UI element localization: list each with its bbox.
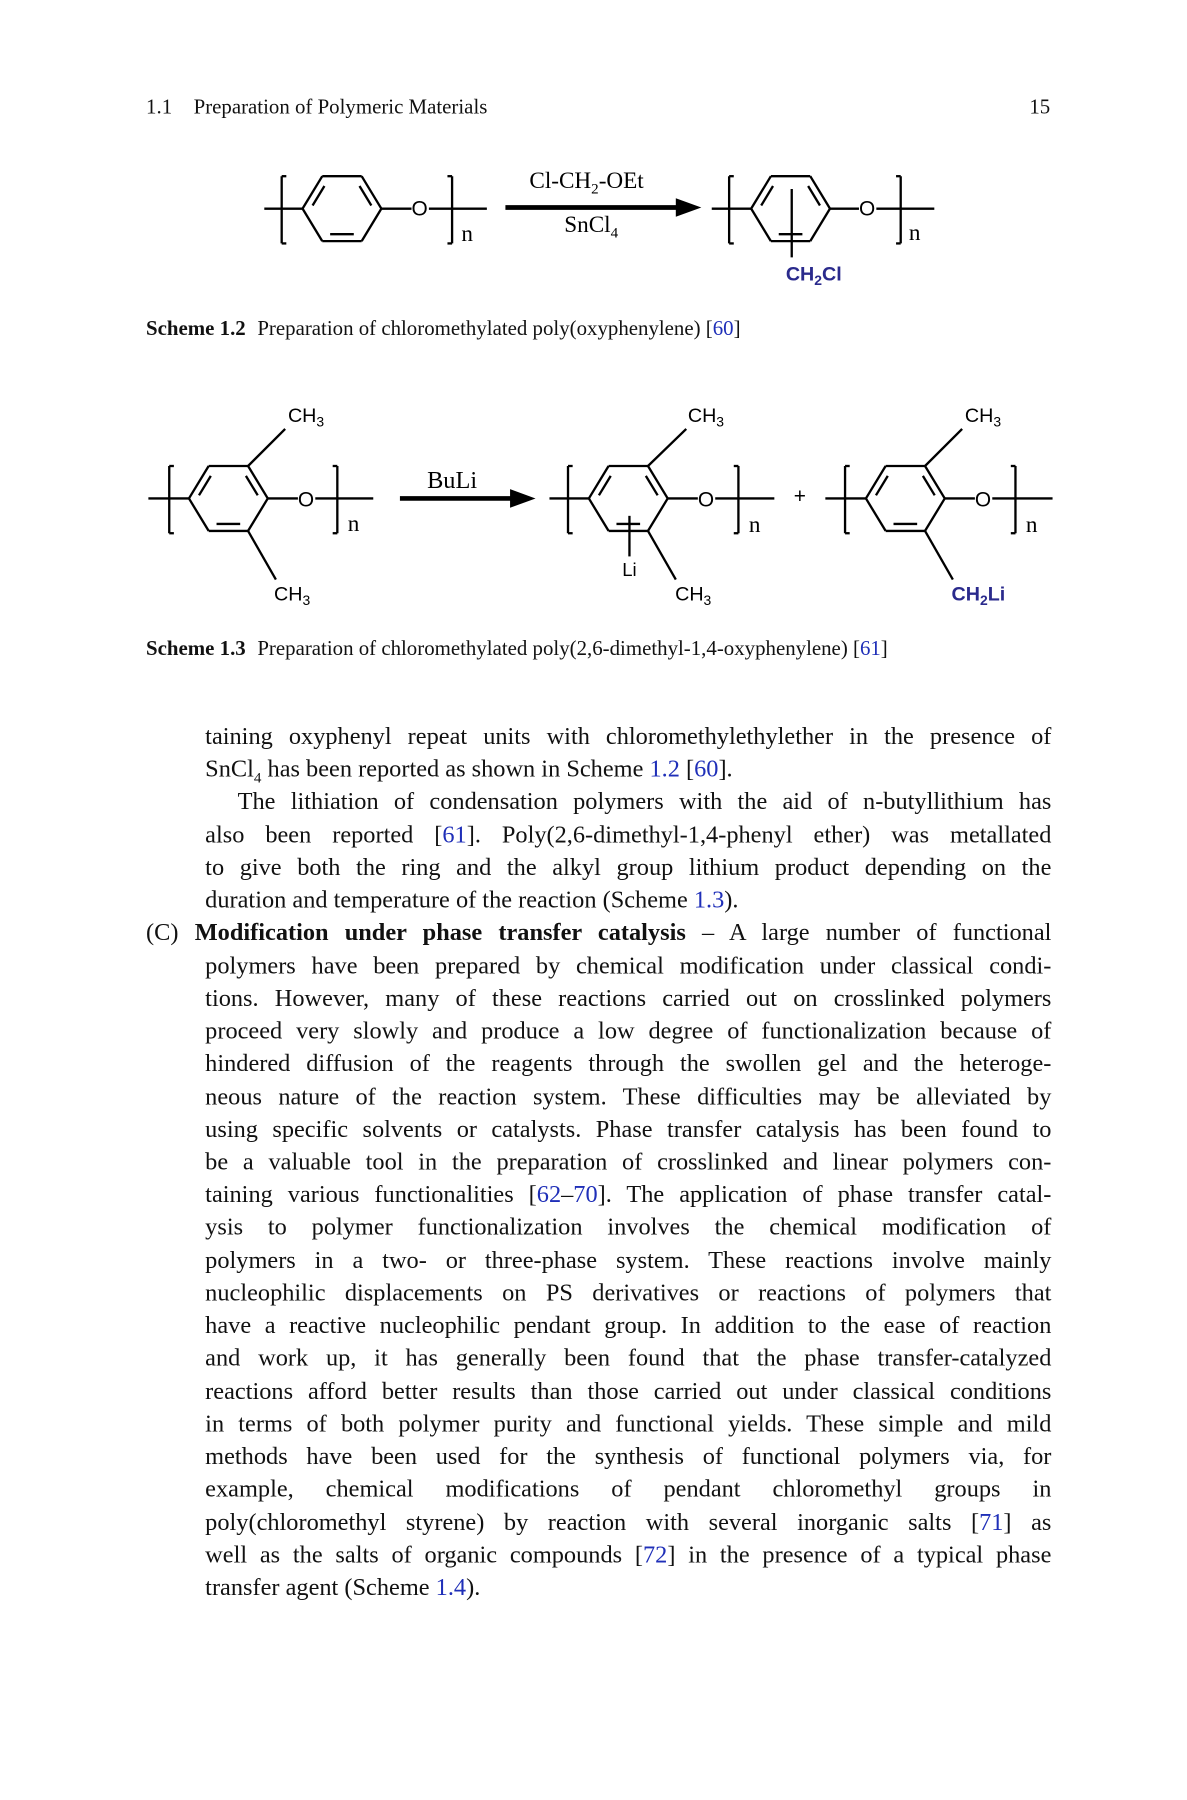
benzene-ring-bond bbox=[751, 209, 771, 241]
benzene-ring-bond bbox=[925, 498, 945, 530]
citation-link[interactable]: 60 bbox=[712, 316, 734, 340]
text-run: tions. However, many of these reactions carried out on crosslinked polymers bbox=[205, 983, 1052, 1012]
text-run: transfer agent (Scheme bbox=[205, 1572, 436, 1601]
text-line bbox=[205, 1014, 1051, 1046]
benzene-ring-bond bbox=[248, 498, 268, 530]
oxygen-label: O bbox=[297, 488, 315, 512]
text-run: ] in the presence of a typical phase bbox=[667, 1540, 1052, 1569]
text-run: in terms of both polymer purity and functional yields. These simple and mild bbox=[205, 1409, 1052, 1438]
text-run: polymers in a two- or three-phase system. These reactions involve mainly bbox=[205, 1245, 1052, 1274]
subscript: 4 bbox=[253, 769, 262, 787]
caption-text: Preparation of chloromethylated poly(oxyphenylene) [ bbox=[257, 316, 713, 340]
run-in-heading: Modification under phase transfer catalysis bbox=[194, 918, 686, 947]
text-run: polymers have been prepared by chemical modification under classical condi- bbox=[205, 951, 1052, 980]
text-run: neous nature of the reaction system. These difficulties may be alleviated by bbox=[205, 1082, 1052, 1110]
substituent-ch2cl: $CH_2Cl$ bbox=[785, 263, 842, 289]
text-line bbox=[205, 1145, 1051, 1177]
text-run: be a valuable tool in the preparation of crosslinked and linear polymers con- bbox=[205, 1147, 1052, 1176]
lithium-label: Li bbox=[622, 559, 637, 581]
text-run: poly(chloromethyl styrene) by reaction with several inorganic salts [ bbox=[205, 1507, 980, 1536]
text-line bbox=[205, 1047, 1051, 1079]
benzene-ring-bond bbox=[303, 209, 323, 241]
bond-line bbox=[648, 531, 676, 580]
bond-line bbox=[925, 429, 962, 466]
text-line bbox=[205, 982, 1051, 1014]
text-run: – bbox=[561, 1180, 574, 1209]
text-line bbox=[205, 1243, 1051, 1275]
text-run: duration and temperature of the reaction (Scheme bbox=[205, 885, 694, 914]
text-run: ). bbox=[466, 1572, 481, 1601]
text-run: The lithiation of condensation polymers with the aid of n-butyllithium has bbox=[237, 787, 1052, 816]
text-line bbox=[205, 1309, 1051, 1341]
bond-line bbox=[248, 429, 285, 466]
text-line bbox=[205, 851, 1051, 883]
benzene-ring-bond bbox=[648, 498, 668, 530]
benzene-ring-bond bbox=[589, 498, 609, 530]
text-run: (C) bbox=[146, 918, 195, 947]
text-line bbox=[205, 1505, 1051, 1537]
text-line bbox=[205, 1342, 1051, 1374]
benzene-ring-bond bbox=[189, 498, 209, 530]
scheme-1-2-caption bbox=[146, 316, 741, 340]
citation-link[interactable]: 62 bbox=[536, 1180, 562, 1209]
text-line bbox=[205, 720, 1051, 752]
citation-link[interactable]: 61 bbox=[859, 636, 881, 660]
text-run: taining various functionalities [ bbox=[205, 1180, 537, 1209]
oxygen-label: O bbox=[974, 488, 992, 512]
text-line bbox=[205, 1211, 1051, 1243]
text-run: ]. bbox=[718, 754, 733, 783]
text-line bbox=[205, 1538, 1051, 1570]
text-line bbox=[205, 1440, 1051, 1472]
text-run: and work up, it has generally been found that the phase transfer-catalyzed bbox=[205, 1343, 1052, 1372]
methyl-label: $CH_3$ bbox=[274, 583, 311, 609]
citation-link[interactable]: 71 bbox=[979, 1507, 1004, 1536]
repeat-n: n bbox=[1025, 512, 1038, 539]
benzene-ring-bond bbox=[362, 209, 382, 241]
scheme-1-3-caption bbox=[146, 636, 888, 660]
repeat-n: n bbox=[908, 219, 921, 246]
section-number: 1.1 bbox=[146, 95, 173, 119]
text-run: nucleophilic displacements on PS derivatives or reactions of polymers that bbox=[205, 1278, 1052, 1307]
text-run: example, chemical modifications of pendant chloromethyl groups in bbox=[205, 1474, 1052, 1503]
citation-link[interactable]: 1.4 bbox=[435, 1572, 467, 1601]
text-run: also been reported [ bbox=[205, 820, 443, 849]
text-run: well as the salts of organic compounds [ bbox=[205, 1540, 643, 1569]
page-number: 15 bbox=[1029, 95, 1051, 119]
text-run: has been reported as shown in Scheme bbox=[261, 754, 650, 783]
methyl-label: $CH_3$ bbox=[964, 404, 1002, 430]
caption-end: ] bbox=[880, 636, 888, 660]
substituent-ch2li: $CH_2Li$ bbox=[951, 583, 1006, 609]
methyl-labels bbox=[274, 405, 1001, 608]
text-run: using specific solvents or catalysts. Phase transfer catalysis has been found to bbox=[205, 1114, 1052, 1143]
bond-line bbox=[248, 531, 276, 580]
scheme-1-3-reagent: BuLi bbox=[427, 467, 478, 495]
citation-link[interactable]: 61 bbox=[442, 820, 467, 849]
benzene-ring-bond bbox=[810, 209, 830, 241]
text-line bbox=[238, 785, 1052, 817]
caption-label: Scheme 1.3 bbox=[146, 636, 246, 660]
text-line bbox=[205, 1374, 1051, 1406]
repeat-n: n bbox=[461, 221, 473, 248]
text-run: [ bbox=[679, 754, 695, 783]
text-run: reactions afford better results than those carried out under classical conditions bbox=[205, 1376, 1052, 1405]
reaction-schemes bbox=[0, 0, 1187, 626]
scheme-1-2-reagent-top: $Cl-CH_2$-OEt bbox=[529, 167, 644, 198]
oxygen-label: O bbox=[411, 197, 428, 221]
methyl-label: $CH_3$ bbox=[687, 404, 725, 430]
text-run: – A large number of functional bbox=[685, 918, 1052, 947]
text-run: methods have been used for the synthesis of functional polymers via, for bbox=[205, 1442, 1052, 1470]
caption-text: Preparation of chloromethylated poly(2,6-dimethyl-1,4-oxyphenylene) [ bbox=[257, 636, 860, 660]
arrow-head-icon bbox=[676, 198, 702, 217]
text-run: ]. The application of phase transfer catal- bbox=[597, 1180, 1052, 1209]
text-line bbox=[205, 1113, 1051, 1145]
scheme-1-2-reagent-bottom: SnCl$_4$ bbox=[564, 211, 619, 242]
bond-line bbox=[925, 531, 953, 580]
citation-link[interactable]: 72 bbox=[642, 1540, 668, 1569]
text-line bbox=[205, 753, 1051, 785]
text-run: SnCl bbox=[205, 754, 254, 783]
text-run: ysis to polymer functionalization involves the chemical modification of bbox=[205, 1213, 1052, 1241]
text-run: ] as bbox=[1003, 1507, 1052, 1536]
caption-label: Scheme 1.2 bbox=[146, 316, 246, 340]
text-run: ). bbox=[724, 885, 739, 914]
plus-sign: + bbox=[793, 485, 806, 509]
text-line bbox=[205, 1276, 1051, 1308]
text-line bbox=[205, 1473, 1051, 1505]
text-line bbox=[205, 1571, 1051, 1603]
text-line bbox=[205, 883, 1051, 915]
methyl-label: $CH_3$ bbox=[675, 583, 712, 609]
text-line bbox=[205, 818, 1051, 850]
repeat-n: n bbox=[748, 512, 761, 539]
citation-link[interactable]: 1.2 bbox=[649, 754, 680, 783]
text-run: hindered diffusion of the reagents through the swollen gel and the heteroge- bbox=[205, 1049, 1052, 1078]
text-line bbox=[205, 1407, 1051, 1439]
bond-line bbox=[648, 429, 686, 466]
section-title: Preparation of Polymeric Materials bbox=[193, 95, 488, 119]
text-run: have a reactive nucleophilic pendant group. In addition to the ease of reaction bbox=[205, 1311, 1052, 1340]
repeat-n: n bbox=[347, 510, 360, 537]
text-line bbox=[205, 949, 1051, 981]
benzene-ring-bond bbox=[866, 498, 886, 530]
text-run: proceed very slowly and produce a low degree of functionalization because of bbox=[205, 1016, 1052, 1045]
text-line bbox=[146, 916, 1051, 948]
citation-link[interactable]: 60 bbox=[694, 754, 719, 783]
citation-link[interactable]: 1.3 bbox=[693, 885, 725, 914]
oxygen-label: O bbox=[697, 488, 715, 512]
text-line bbox=[205, 1080, 1051, 1112]
methyl-label: $CH_3$ bbox=[287, 404, 325, 430]
text-run: ]. Poly(2,6-dimethyl-1,4-phenyl ether) was metallated bbox=[466, 820, 1052, 849]
caption-end: ] bbox=[733, 316, 741, 340]
oxygen-label: O bbox=[858, 197, 876, 221]
text-run: to give both the ring and the alkyl group lithium product depending on the bbox=[205, 853, 1052, 881]
text-line bbox=[205, 1178, 1051, 1210]
citation-link[interactable]: 70 bbox=[573, 1180, 598, 1209]
text-run: taining oxyphenyl repeat units with chloromethylethylether in the presence of bbox=[205, 722, 1052, 751]
arrow-head-icon bbox=[510, 489, 536, 508]
